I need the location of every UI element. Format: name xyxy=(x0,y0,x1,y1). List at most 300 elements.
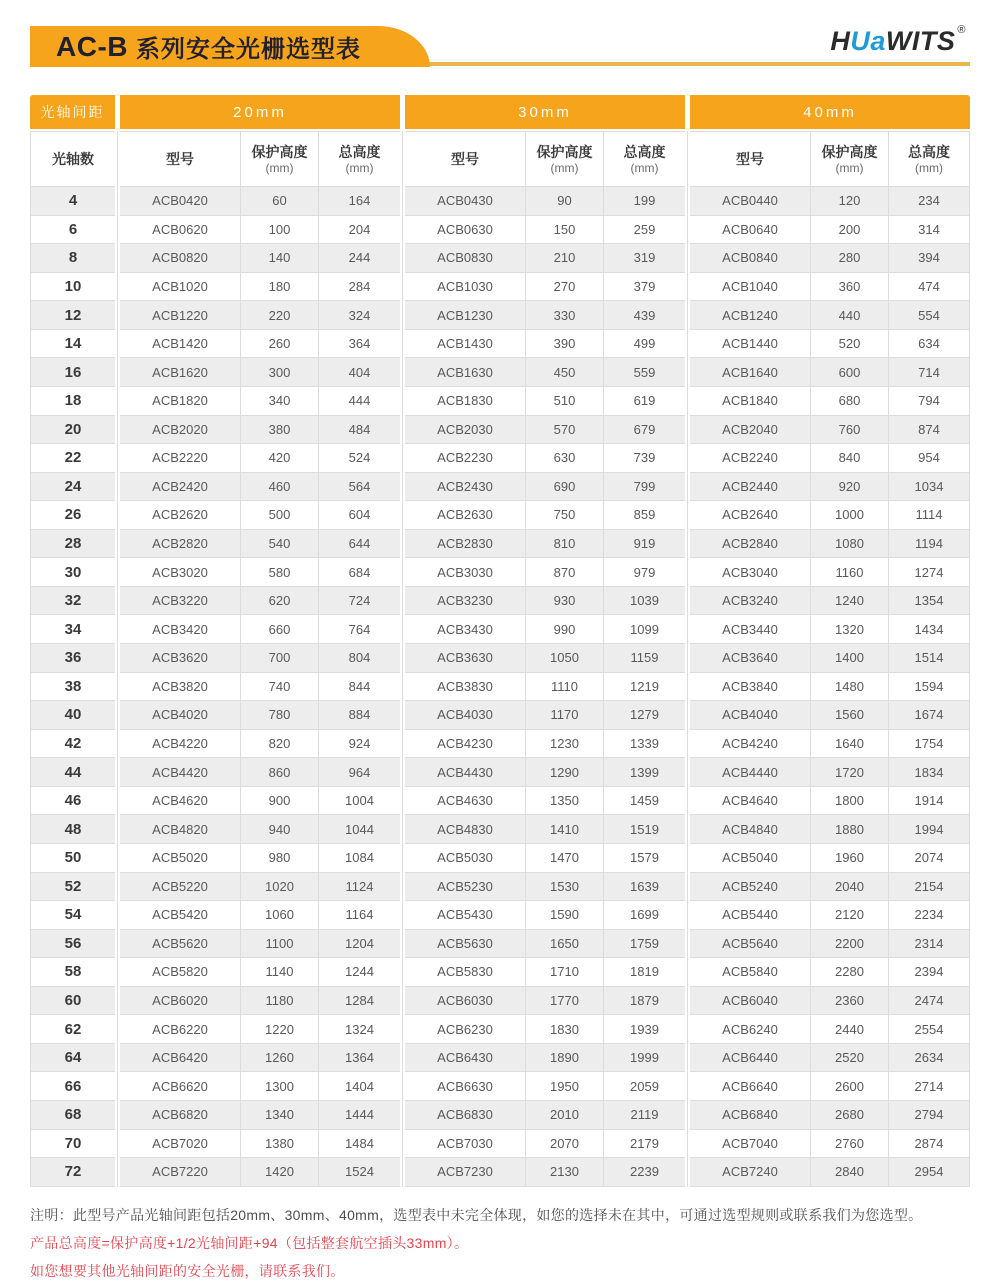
axes-count-cell: 14 xyxy=(30,330,115,359)
total-height-cell: 644 xyxy=(318,530,400,559)
table-row xyxy=(30,873,970,902)
total-height-cell: 1204 xyxy=(318,930,400,959)
model-header: 型号 xyxy=(405,131,525,187)
protect-height-cell: 1350 xyxy=(525,787,603,816)
column-header-row xyxy=(30,131,970,187)
table-row xyxy=(30,673,970,702)
table-row xyxy=(30,216,970,245)
protect-height-cell: 1890 xyxy=(525,1044,603,1073)
model-cell: ACB5840 xyxy=(690,958,810,987)
pitch-header-row xyxy=(30,95,970,129)
model-cell: ACB0630 xyxy=(405,216,525,245)
model-cell: ACB6220 xyxy=(120,1015,240,1044)
total-height-cell: 1219 xyxy=(603,673,685,702)
protect-height-cell: 150 xyxy=(525,216,603,245)
model-cell: ACB5620 xyxy=(120,930,240,959)
total-height-cell: 364 xyxy=(318,330,400,359)
table-row xyxy=(30,1158,970,1187)
pitch-40mm: 40mm xyxy=(690,95,970,129)
protect-height-cell: 520 xyxy=(810,330,888,359)
protect-height-cell: 930 xyxy=(525,587,603,616)
protect-height-cell: 260 xyxy=(240,330,318,359)
model-cell: ACB1230 xyxy=(405,301,525,330)
table-row xyxy=(30,1072,970,1101)
model-cell: ACB0820 xyxy=(120,244,240,273)
model-cell: ACB0440 xyxy=(690,187,810,216)
axes-count-cell: 28 xyxy=(30,530,115,559)
axes-count-cell: 32 xyxy=(30,587,115,616)
logo-dark-right: WITS xyxy=(885,26,956,56)
total-height-cell: 1524 xyxy=(318,1158,400,1187)
model-cell: ACB4630 xyxy=(405,787,525,816)
model-cell: ACB7030 xyxy=(405,1130,525,1159)
total-height-cell: 714 xyxy=(888,358,970,387)
model-cell: ACB3640 xyxy=(690,644,810,673)
model-cell: ACB0640 xyxy=(690,216,810,245)
total-height-cell: 1004 xyxy=(318,787,400,816)
model-cell: ACB3240 xyxy=(690,587,810,616)
protect-height-cell: 780 xyxy=(240,701,318,730)
total-height-cell: 1459 xyxy=(603,787,685,816)
protect-height-cell: 1410 xyxy=(525,815,603,844)
footnotes xyxy=(30,1205,970,1282)
table-row xyxy=(30,444,970,473)
model-cell: ACB1220 xyxy=(120,301,240,330)
model-cell: ACB7230 xyxy=(405,1158,525,1187)
protect-height-header: 保护高度 (mm) xyxy=(810,131,888,187)
table-row xyxy=(30,844,970,873)
axes-count-cell: 30 xyxy=(30,558,115,587)
model-cell: ACB2040 xyxy=(690,416,810,445)
protect-height-cell: 2280 xyxy=(810,958,888,987)
table-row xyxy=(30,501,970,530)
total-height-cell: 2794 xyxy=(888,1101,970,1130)
protect-height-cell: 1000 xyxy=(810,501,888,530)
protect-height-cell: 200 xyxy=(810,216,888,245)
axes-count-cell: 36 xyxy=(30,644,115,673)
model-cell: ACB6630 xyxy=(405,1072,525,1101)
protect-height-cell: 2010 xyxy=(525,1101,603,1130)
total-height-cell: 979 xyxy=(603,558,685,587)
protect-height-cell: 1300 xyxy=(240,1072,318,1101)
axes-count-header: 光轴数 xyxy=(30,131,115,187)
model-cell: ACB5230 xyxy=(405,873,525,902)
protect-height-cell: 1470 xyxy=(525,844,603,873)
model-cell: ACB0830 xyxy=(405,244,525,273)
total-height-cell: 1044 xyxy=(318,815,400,844)
total-height-cell: 1039 xyxy=(603,587,685,616)
protect-height-cell: 60 xyxy=(240,187,318,216)
table-row xyxy=(30,815,970,844)
protect-height-cell: 2200 xyxy=(810,930,888,959)
table-row xyxy=(30,930,970,959)
total-height-cell: 1754 xyxy=(888,730,970,759)
protect-height-cell: 1640 xyxy=(810,730,888,759)
table-row xyxy=(30,1130,970,1159)
protect-height-cell: 660 xyxy=(240,615,318,644)
model-cell: ACB5830 xyxy=(405,958,525,987)
total-height-cell: 1444 xyxy=(318,1101,400,1130)
total-height-cell: 1324 xyxy=(318,1015,400,1044)
protect-height-cell: 740 xyxy=(240,673,318,702)
table-row xyxy=(30,1015,970,1044)
model-cell: ACB6240 xyxy=(690,1015,810,1044)
total-height-cell: 919 xyxy=(603,530,685,559)
protect-height-cell: 2520 xyxy=(810,1044,888,1073)
note-contact-us: 如您想要其他光轴间距的安全光栅，请联系我们。 xyxy=(30,1262,345,1279)
total-height-header: 总高度 (mm) xyxy=(603,131,685,187)
total-height-cell: 1674 xyxy=(888,701,970,730)
total-height-cell: 1879 xyxy=(603,987,685,1016)
model-cell: ACB1040 xyxy=(690,273,810,302)
total-height-cell: 804 xyxy=(318,644,400,673)
protect-height-cell: 1960 xyxy=(810,844,888,873)
axes-count-cell: 8 xyxy=(30,244,115,273)
total-height-cell: 1699 xyxy=(603,901,685,930)
model-cell: ACB1440 xyxy=(690,330,810,359)
axes-count-cell: 24 xyxy=(30,473,115,502)
model-cell: ACB5820 xyxy=(120,958,240,987)
total-height-cell: 1759 xyxy=(603,930,685,959)
table-row xyxy=(30,644,970,673)
protect-height-cell: 280 xyxy=(810,244,888,273)
protect-height-cell: 450 xyxy=(525,358,603,387)
model-cell: ACB4240 xyxy=(690,730,810,759)
model-cell: ACB6420 xyxy=(120,1044,240,1073)
model-cell: ACB3220 xyxy=(120,587,240,616)
model-cell: ACB3620 xyxy=(120,644,240,673)
total-height-cell: 739 xyxy=(603,444,685,473)
model-cell: ACB4030 xyxy=(405,701,525,730)
total-height-cell: 619 xyxy=(603,387,685,416)
model-cell: ACB6820 xyxy=(120,1101,240,1130)
total-height-cell: 1834 xyxy=(888,758,970,787)
protect-height-cell: 870 xyxy=(525,558,603,587)
protect-height-cell: 540 xyxy=(240,530,318,559)
total-height-cell: 559 xyxy=(603,358,685,387)
protect-height-cell: 1160 xyxy=(810,558,888,587)
total-height-header: 总高度 (mm) xyxy=(318,131,400,187)
total-height-cell: 284 xyxy=(318,273,400,302)
total-height-cell: 474 xyxy=(888,273,970,302)
model-cell: ACB4840 xyxy=(690,815,810,844)
protect-height-cell: 2680 xyxy=(810,1101,888,1130)
model-cell: ACB1020 xyxy=(120,273,240,302)
model-header: 型号 xyxy=(120,131,240,187)
model-cell: ACB3430 xyxy=(405,615,525,644)
total-height-cell: 1284 xyxy=(318,987,400,1016)
table-row xyxy=(30,615,970,644)
model-cell: ACB3840 xyxy=(690,673,810,702)
table-row xyxy=(30,558,970,587)
logo-blue-part: Ua xyxy=(850,26,886,56)
protect-height-cell: 570 xyxy=(525,416,603,445)
model-cell: ACB3630 xyxy=(405,644,525,673)
total-height-cell: 1514 xyxy=(888,644,970,673)
model-cell: ACB2440 xyxy=(690,473,810,502)
axes-count-cell: 16 xyxy=(30,358,115,387)
protect-height-cell: 750 xyxy=(525,501,603,530)
table-row xyxy=(30,1044,970,1073)
protect-height-cell: 1240 xyxy=(810,587,888,616)
model-cell: ACB5630 xyxy=(405,930,525,959)
axes-count-cell: 48 xyxy=(30,815,115,844)
model-cell: ACB3420 xyxy=(120,615,240,644)
model-cell: ACB0840 xyxy=(690,244,810,273)
protect-height-cell: 2120 xyxy=(810,901,888,930)
total-height-cell: 244 xyxy=(318,244,400,273)
table-row xyxy=(30,301,970,330)
axes-count-cell: 46 xyxy=(30,787,115,816)
protect-height-cell: 760 xyxy=(810,416,888,445)
model-cell: ACB0430 xyxy=(405,187,525,216)
total-height-cell: 1034 xyxy=(888,473,970,502)
axes-count-cell: 56 xyxy=(30,930,115,959)
model-cell: ACB4420 xyxy=(120,758,240,787)
protect-height-cell: 1880 xyxy=(810,815,888,844)
total-height-cell: 564 xyxy=(318,473,400,502)
model-cell: ACB6020 xyxy=(120,987,240,1016)
total-height-cell: 199 xyxy=(603,187,685,216)
total-height-cell: 379 xyxy=(603,273,685,302)
total-height-cell: 499 xyxy=(603,330,685,359)
protect-height-cell: 1020 xyxy=(240,873,318,902)
table-row xyxy=(30,787,970,816)
protect-height-cell: 220 xyxy=(240,301,318,330)
total-height-cell: 884 xyxy=(318,701,400,730)
protect-height-cell: 820 xyxy=(240,730,318,759)
model-cell: ACB2640 xyxy=(690,501,810,530)
model-cell: ACB3040 xyxy=(690,558,810,587)
protect-height-cell: 600 xyxy=(810,358,888,387)
model-cell: ACB6830 xyxy=(405,1101,525,1130)
protect-height-cell: 1590 xyxy=(525,901,603,930)
total-height-cell: 954 xyxy=(888,444,970,473)
model-cell: ACB4020 xyxy=(120,701,240,730)
protect-height-cell: 1800 xyxy=(810,787,888,816)
total-height-cell: 484 xyxy=(318,416,400,445)
protect-height-cell: 690 xyxy=(525,473,603,502)
table-row xyxy=(30,1101,970,1130)
protect-height-cell: 90 xyxy=(525,187,603,216)
protect-height-cell: 1110 xyxy=(525,673,603,702)
protect-height-cell: 980 xyxy=(240,844,318,873)
series-name: AC-B xyxy=(56,30,128,62)
axes-count-cell: 62 xyxy=(30,1015,115,1044)
axes-count-cell: 38 xyxy=(30,673,115,702)
protect-height-cell: 2130 xyxy=(525,1158,603,1187)
registered-mark-icon: ® xyxy=(957,24,966,36)
protect-height-cell: 1050 xyxy=(525,644,603,673)
axes-count-cell: 72 xyxy=(30,1158,115,1187)
total-height-cell: 1354 xyxy=(888,587,970,616)
protect-height-cell: 810 xyxy=(525,530,603,559)
protect-height-cell: 1420 xyxy=(240,1158,318,1187)
table-row xyxy=(30,987,970,1016)
model-cell: ACB5240 xyxy=(690,873,810,902)
model-cell: ACB2020 xyxy=(120,416,240,445)
total-height-cell: 1124 xyxy=(318,873,400,902)
model-cell: ACB3230 xyxy=(405,587,525,616)
protect-height-cell: 460 xyxy=(240,473,318,502)
model-cell: ACB2220 xyxy=(120,444,240,473)
protect-height-cell: 330 xyxy=(525,301,603,330)
total-height-cell: 324 xyxy=(318,301,400,330)
model-cell: ACB1840 xyxy=(690,387,810,416)
protect-height-cell: 1140 xyxy=(240,958,318,987)
protect-height-cell: 1560 xyxy=(810,701,888,730)
model-cell: ACB1030 xyxy=(405,273,525,302)
protect-height-cell: 1830 xyxy=(525,1015,603,1044)
total-height-cell: 1914 xyxy=(888,787,970,816)
axes-count-cell: 70 xyxy=(30,1130,115,1159)
axes-count-cell: 26 xyxy=(30,501,115,530)
total-height-cell: 2634 xyxy=(888,1044,970,1073)
model-cell: ACB5020 xyxy=(120,844,240,873)
protect-height-cell: 2840 xyxy=(810,1158,888,1187)
protect-height-cell: 140 xyxy=(240,244,318,273)
page-title: 系列安全光栅选型表 xyxy=(136,36,361,63)
total-height-cell: 444 xyxy=(318,387,400,416)
total-height-cell: 1484 xyxy=(318,1130,400,1159)
protect-height-cell: 500 xyxy=(240,501,318,530)
total-height-cell: 1364 xyxy=(318,1044,400,1073)
table-row xyxy=(30,758,970,787)
model-cell: ACB6620 xyxy=(120,1072,240,1101)
axes-count-cell: 60 xyxy=(30,987,115,1016)
total-height-cell: 404 xyxy=(318,358,400,387)
model-cell: ACB3020 xyxy=(120,558,240,587)
total-height-cell: 724 xyxy=(318,587,400,616)
protect-height-cell: 1710 xyxy=(525,958,603,987)
table-row xyxy=(30,387,970,416)
protect-height-cell: 920 xyxy=(810,473,888,502)
total-height-cell: 2394 xyxy=(888,958,970,987)
model-cell: ACB6040 xyxy=(690,987,810,1016)
model-header: 型号 xyxy=(690,131,810,187)
model-cell: ACB7240 xyxy=(690,1158,810,1187)
total-height-cell: 1164 xyxy=(318,901,400,930)
total-height-cell: 1279 xyxy=(603,701,685,730)
axes-count-cell: 20 xyxy=(30,416,115,445)
total-height-cell: 1519 xyxy=(603,815,685,844)
protect-height-cell: 2760 xyxy=(810,1130,888,1159)
axes-count-cell: 18 xyxy=(30,387,115,416)
protect-height-cell: 1380 xyxy=(240,1130,318,1159)
model-cell: ACB2840 xyxy=(690,530,810,559)
total-height-cell: 604 xyxy=(318,501,400,530)
model-cell: ACB3030 xyxy=(405,558,525,587)
protect-height-cell: 990 xyxy=(525,615,603,644)
protect-height-cell: 700 xyxy=(240,644,318,673)
total-height-cell: 1594 xyxy=(888,673,970,702)
axes-count-cell: 42 xyxy=(30,730,115,759)
model-cell: ACB6640 xyxy=(690,1072,810,1101)
protect-height-cell: 1650 xyxy=(525,930,603,959)
pitch-label: 光轴间距 xyxy=(30,95,115,129)
total-height-cell: 634 xyxy=(888,330,970,359)
model-cell: ACB6230 xyxy=(405,1015,525,1044)
model-cell: ACB2420 xyxy=(120,473,240,502)
model-cell: ACB1240 xyxy=(690,301,810,330)
axes-count-cell: 68 xyxy=(30,1101,115,1130)
table-row xyxy=(30,416,970,445)
axes-count-cell: 44 xyxy=(30,758,115,787)
total-height-cell: 204 xyxy=(318,216,400,245)
total-height-header: 总高度 (mm) xyxy=(888,131,970,187)
total-height-cell: 2119 xyxy=(603,1101,685,1130)
total-height-cell: 684 xyxy=(318,558,400,587)
total-height-cell: 924 xyxy=(318,730,400,759)
table-row xyxy=(30,701,970,730)
model-cell: ACB7040 xyxy=(690,1130,810,1159)
model-cell: ACB2630 xyxy=(405,501,525,530)
total-height-cell: 859 xyxy=(603,501,685,530)
axes-count-cell: 54 xyxy=(30,901,115,930)
total-height-cell: 2074 xyxy=(888,844,970,873)
table-row xyxy=(30,244,970,273)
table-row xyxy=(30,187,970,216)
total-height-cell: 2234 xyxy=(888,901,970,930)
total-height-cell: 1994 xyxy=(888,815,970,844)
model-cell: ACB4440 xyxy=(690,758,810,787)
table-row xyxy=(30,901,970,930)
model-cell: ACB5440 xyxy=(690,901,810,930)
total-height-cell: 319 xyxy=(603,244,685,273)
total-height-cell: 764 xyxy=(318,615,400,644)
total-height-cell: 1399 xyxy=(603,758,685,787)
total-height-cell: 1999 xyxy=(603,1044,685,1073)
total-height-cell: 794 xyxy=(888,387,970,416)
total-height-cell: 1194 xyxy=(888,530,970,559)
pitch-20mm: 20mm xyxy=(120,95,400,129)
table-row xyxy=(30,358,970,387)
total-height-cell: 1579 xyxy=(603,844,685,873)
model-cell: ACB0620 xyxy=(120,216,240,245)
total-height-cell: 679 xyxy=(603,416,685,445)
total-height-cell: 1114 xyxy=(888,501,970,530)
note-selection-rule: 注明：此型号产品光轴间距包括20mm、30mm、40mm，选型表中未完全体现，如您的选择未在其中，可通过选型规则或联系我们为您选型。 xyxy=(30,1206,923,1223)
total-height-cell: 1819 xyxy=(603,958,685,987)
axes-count-cell: 12 xyxy=(30,301,115,330)
protect-height-cell: 2600 xyxy=(810,1072,888,1101)
total-height-cell: 1404 xyxy=(318,1072,400,1101)
table-row xyxy=(30,473,970,502)
axes-count-cell: 4 xyxy=(30,187,115,216)
protect-height-cell: 620 xyxy=(240,587,318,616)
total-height-cell: 844 xyxy=(318,673,400,702)
table-body xyxy=(30,187,970,1187)
protect-height-cell: 1720 xyxy=(810,758,888,787)
axes-count-cell: 66 xyxy=(30,1072,115,1101)
model-cell: ACB4040 xyxy=(690,701,810,730)
total-height-cell: 964 xyxy=(318,758,400,787)
total-height-cell: 524 xyxy=(318,444,400,473)
protect-height-cell: 630 xyxy=(525,444,603,473)
total-height-cell: 2874 xyxy=(888,1130,970,1159)
model-cell: ACB7220 xyxy=(120,1158,240,1187)
protect-height-cell: 300 xyxy=(240,358,318,387)
total-height-cell: 799 xyxy=(603,473,685,502)
total-height-cell: 1939 xyxy=(603,1015,685,1044)
model-cell: ACB5030 xyxy=(405,844,525,873)
total-height-cell: 2239 xyxy=(603,1158,685,1187)
model-cell: ACB1630 xyxy=(405,358,525,387)
table-row xyxy=(30,958,970,987)
protect-height-cell: 1770 xyxy=(525,987,603,1016)
total-height-cell: 2154 xyxy=(888,873,970,902)
model-cell: ACB2820 xyxy=(120,530,240,559)
